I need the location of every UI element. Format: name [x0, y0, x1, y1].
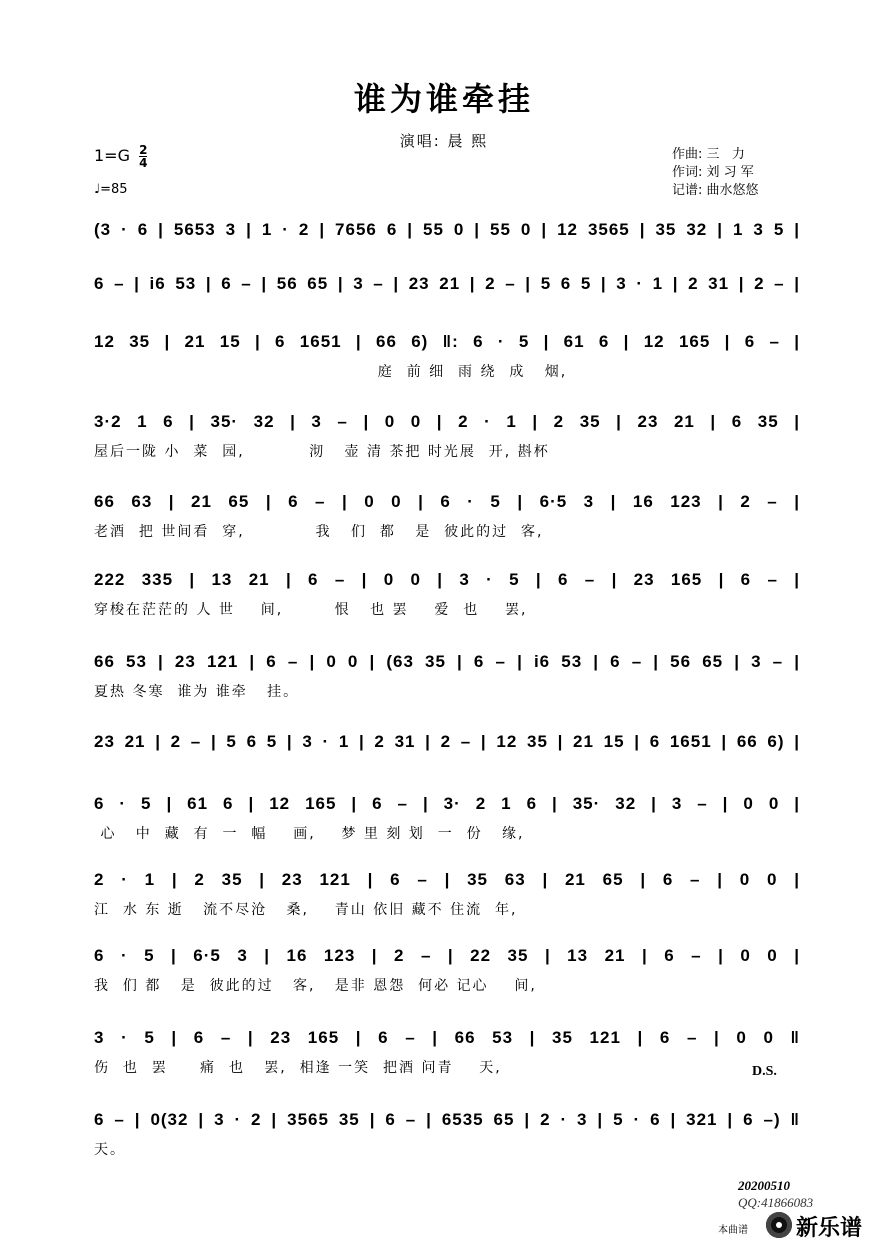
lyrics-row: 夏热 冬寒 谁为 谁牵 挂。 [94, 684, 300, 700]
notation-row: 6 – | i6 53 | 6 – | 56 65 | 3 – | 23 21 | 2 – | 5 6 5 | 3 · 1 | 2 31 | 2 – | [94, 274, 800, 293]
lyrics-row: 心 中 藏 有 一 幅 画, 梦 里 刻 划 一 份 缘, [94, 826, 525, 842]
page-title: 谁为谁牵挂 [353, 80, 534, 118]
lyricist-credit: 作词: 刘 习 军 [672, 165, 754, 180]
score-line-10 [94, 868, 800, 920]
lyrics-row: 老酒 把 世间看 穿, 我 们 都 是 彼此的过 客, [94, 524, 544, 540]
vinyl-logo-icon [766, 1212, 792, 1238]
score-line-5 [94, 490, 800, 542]
lyrics-row [94, 304, 800, 324]
time-signature [139, 144, 147, 169]
score-line-6 [94, 568, 800, 620]
notation-row: (3 · 6 | 5653 3 | 1 · 2 | 7656 6 | 55 0 | 55 0 | 12 3565 | 35 32 | 1 3 5 | [94, 220, 800, 239]
notation-row: 3 · 5 | 6 – | 23 165 | 6 – | 66 53 | 35 121 | 6 – | 0 0 ‖ [94, 1028, 800, 1047]
ds-marking: D.S. [752, 1064, 777, 1079]
transcriber-credit: 记谱: 曲水悠悠 [672, 183, 759, 198]
notation-row: 222 335 | 13 21 | 6 – | 0 0 | 3 · 5 | 6 – | 23 165 | 6 – | [94, 570, 800, 589]
lyrics-row: 屋后一陇 小 菜 园, 沏 壶 清 茶把 时光展 开, 斟杯 [94, 444, 550, 460]
notation-row: 23 21 | 2 – | 5 6 5 | 3 · 1 | 2 31 | 2 – | 12 35 | 21 15 | 6 1651 | 66 6) | [94, 732, 800, 751]
score-line-1 [94, 218, 800, 270]
score-line-9 [94, 792, 800, 844]
lyrics-row [94, 250, 800, 270]
notation-row: 12 35 | 21 15 | 6 1651 | 66 6) ‖: 6 · 5 | 61 6 | 12 165 | 6 – | [94, 332, 800, 351]
notation-row: 2 · 1 | 2 35 | 23 121 | 6 – | 35 63 | 21 65 | 6 – | 0 0 | [94, 870, 800, 889]
score-line-2 [94, 272, 800, 324]
score-line-3 [94, 330, 800, 382]
lyrics-row [94, 762, 800, 782]
score-line-7 [94, 650, 800, 702]
qq-contact: QQ:41866083 [738, 1195, 814, 1210]
tempo-marking: ♩=85 [94, 182, 128, 197]
key-label: 1=G [94, 146, 130, 165]
score-line-12 [94, 1026, 800, 1078]
notation-row: 66 53 | 23 121 | 6 – | 0 0 | (63 35 | 6 – | i6 53 | 6 – | 56 65 | 3 – | [94, 652, 800, 671]
notation-row: 66 63 | 21 65 | 6 – | 0 0 | 6 · 5 | 6·5 3 | 16 123 | 2 – | [94, 492, 800, 511]
time-unit: 4 [139, 156, 148, 170]
lyrics-row: 伤 也 罢 痛 也 罢, 相逢 一笑 把酒 问青 天, [94, 1060, 502, 1076]
key-signature [94, 144, 147, 169]
score-line-11 [94, 944, 800, 996]
time-beats: 2 [139, 143, 148, 157]
score-line-13 [94, 1108, 800, 1160]
transcription-date: 20200510 [738, 1178, 790, 1193]
watermark-caption: 本曲谱 [718, 1225, 748, 1236]
notation-row: 6 · 5 | 6·5 3 | 16 123 | 2 – | 22 35 | 13 21 | 6 – | 0 0 | [94, 946, 800, 965]
composer-credit: 作曲: 三 力 [672, 147, 745, 162]
notation-row: 3·2 1 6 | 35· 32 | 3 – | 0 0 | 2 · 1 | 2 35 | 23 21 | 6 35 | [94, 412, 800, 431]
lyrics-row: 我 们 都 是 彼此的过 客, 是非 恩怨 何必 记心 间, [94, 978, 537, 994]
lyrics-row: 江 水 东 逝 流不尽沧 桑, 青山 依旧 藏不 住流 年, [94, 902, 518, 918]
notation-row: 6 · 5 | 61 6 | 12 165 | 6 – | 3· 2 1 6 | 35· 32 | 3 – | 0 0 | [94, 794, 800, 813]
singer-credit: 演唱: 晨 熙 [399, 132, 489, 150]
score-line-4 [94, 410, 800, 462]
brand-logo: 新乐谱 [796, 1216, 863, 1241]
lyrics-row: 庭 前 细 雨 绕 成 烟, [94, 364, 568, 380]
lyrics-row: 天。 [94, 1142, 126, 1158]
notation-row: 6 – | 0(32 | 3 · 2 | 3565 35 | 6 – | 6535 65 | 2 · 3 | 5 · 6 | 321 | 6 –) ‖ [94, 1110, 800, 1129]
score-line-8 [94, 730, 800, 782]
lyrics-row: 穿梭在茫茫的 人 世 间, 恨 也 罢 爱 也 罢, [94, 602, 528, 618]
credits-block [672, 146, 759, 200]
